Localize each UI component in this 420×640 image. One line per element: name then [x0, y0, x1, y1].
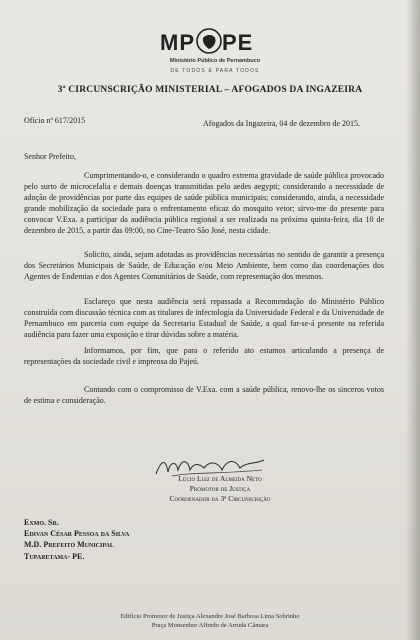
signatory-role: Promotor de Justiça	[189, 484, 251, 493]
signature-block	[130, 474, 310, 504]
footer-line: Praça Monsenhor Alfredo de Arruda Câmara	[151, 622, 269, 629]
paragraph-text: Solicito, ainda, sejam adotadas as providências necessárias no sentido de garantir a presença dos Secretários Municipais de Saúde, de Educação e/ou Meio Ambiente, bem como das coordenações dos Agentes de Endemias e dos Agentes Comunitários de Saúde, com representação dos mesmos.	[24, 250, 384, 281]
addressee-block	[24, 517, 129, 562]
footer-line: Edifício Promotor de Justiça Alexandre José Barbosa Lima Sobrinho	[120, 613, 300, 620]
body-paragraph-3	[24, 297, 384, 341]
mppe-logo	[150, 22, 280, 84]
body-paragraph-1	[24, 171, 384, 236]
body-paragraph-4	[24, 346, 384, 368]
paragraph-text: Informamos, por fim, que para o referido ato estamos articulando a presença de representações da sociedade civil e imprensa do Pajeú.	[24, 346, 384, 366]
salutation: Senhor Prefeito,	[24, 152, 76, 161]
footer-address	[40, 612, 380, 630]
organization-motto: DE TODOS E PARA TODOS	[170, 68, 260, 74]
place-date: Afogados da Ingazeira, 04 de dezembro de 2015.	[203, 119, 361, 128]
addressee-line: Exmo. Sr.	[24, 518, 59, 527]
logo-mark-right: PE	[222, 30, 254, 55]
paragraph-text: Cumprimentando-o, e considerando o quadro extrema gravidade de saúde pública provocado pelo surto de microcefalia e demais doenças transmitidas pelo aedes aegypti; considerando a necessidade de adoção de providências por parte das equipes de saúde pública municipais; considerando, ainda, a necessidade grande mobilização da sociedade para o enfrentamento eficaz do mosquito vetor; sirvo-me do presente para convocar V.Exa. a participar da audiência pública regional a ser realizada na próxima quinta-feira, dia 10 de dezembro de 2015, a partir das 09:00, no Cine-Teatro São José, nesta cidade.	[24, 171, 384, 235]
letter-reference: Ofício nº 617/2015	[24, 116, 86, 125]
addressee-line: Tuparetama- PE.	[24, 551, 85, 561]
body-paragraph-5	[24, 385, 384, 407]
addressee-line: Edivan César Pessoa da Silva	[24, 529, 130, 539]
paragraph-text: Esclareço que nesta audiência será repassada a Recomendação do Ministério Público construída com discussão técnica com as titulares de infectologia da Universidade Federal e da Universidade de Pernambuco em parceria com equipe da Secretaria Estadual de Saúde, a qual far-se-á presente na referida audiência para fazer uma exposição e tirar dúvidas sobre a matéria.	[24, 297, 384, 339]
logo-mark-left: MP	[160, 30, 195, 55]
addressee-line: M.D. Prefeito Municipal	[24, 540, 114, 550]
brazil-emblem-icon	[196, 28, 222, 54]
signatory-name: Lúcio Luiz de Almeida Neto	[178, 474, 262, 483]
body-paragraph-2	[24, 250, 384, 283]
paragraph-text: Contando com o compromisso de V.Exa. com a saúde pública, renovo-lhe os sinceros votos de estima e consideração.	[24, 385, 384, 405]
organization-name: Ministério Público de Pernambuco	[169, 58, 261, 64]
signatory-office: Coordenador da 3ª Circunscrição	[169, 494, 271, 503]
document-heading: 3ª CIRCUNSCRIÇÃO MINISTERIAL – AFOGADOS DA INGAZEIRA	[57, 85, 363, 95]
